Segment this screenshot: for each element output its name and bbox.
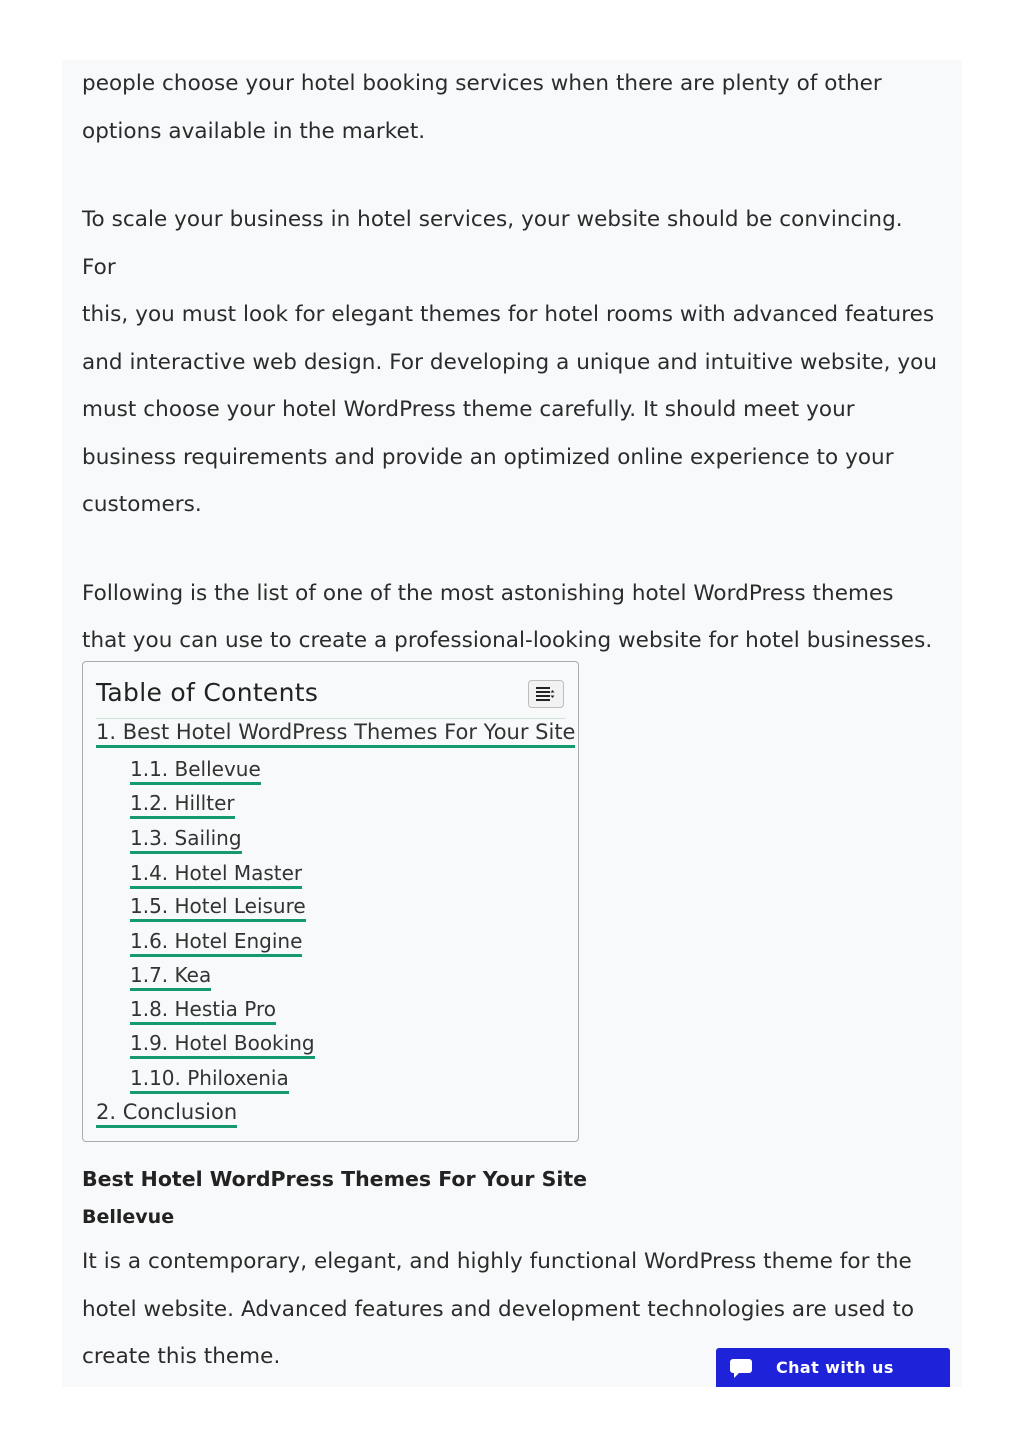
table-of-contents bbox=[82, 661, 579, 1142]
toc-divider bbox=[96, 718, 566, 719]
toc-link-bellevue[interactable]: 1.1. Bellevue bbox=[130, 757, 261, 785]
toc-link-sailing[interactable]: 1.3. Sailing bbox=[130, 826, 242, 854]
toc-link-hillter[interactable]: 1.2. Hillter bbox=[130, 791, 235, 819]
toc-link-best-themes[interactable]: 1. Best Hotel WordPress Themes For Your Site bbox=[96, 720, 575, 748]
bellevue-description: It is a contemporary, elegant, and highly functional WordPress theme for the hotel website. Advanced features and development technologies are used to create this theme. bbox=[82, 1249, 915, 1369]
toc-link-philoxenia[interactable]: 1.10. Philoxenia bbox=[130, 1066, 289, 1094]
toc-link-hotel-booking[interactable]: 1.9. Hotel Booking bbox=[130, 1031, 315, 1059]
list-toggle-icon bbox=[536, 687, 556, 701]
chat-widget-label: Chat with us bbox=[776, 1358, 894, 1377]
toc-link-kea[interactable]: 1.7. Kea bbox=[130, 963, 211, 991]
chat-bubble-icon bbox=[730, 1357, 752, 1379]
toc-link-hotel-engine[interactable]: 1.6. Hotel Engine bbox=[130, 929, 302, 957]
article-body bbox=[82, 60, 942, 665]
section-heading: Best Hotel WordPress Themes For Your Site bbox=[82, 1167, 588, 1191]
scaling-paragraph: To scale your business in hotel services, your website should be convincing. For this, you must look for elegant themes for hotel rooms with advanced features and interactive web design. For developing a unique and intuitive website, you must choose your hotel WordPress theme carefully. It should meet your business requirements and provide an optimized online experience to your customers. bbox=[82, 207, 937, 517]
toc-link-hestia-pro[interactable]: 1.8. Hestia Pro bbox=[130, 997, 276, 1025]
subsection-heading: Bellevue bbox=[82, 1206, 175, 1228]
toc-link-hotel-master[interactable]: 1.4. Hotel Master bbox=[130, 861, 302, 889]
article-page bbox=[62, 60, 962, 1387]
toc-toggle-button[interactable] bbox=[528, 680, 564, 708]
toc-link-conclusion[interactable]: 2. Conclusion bbox=[96, 1100, 237, 1128]
list-intro-paragraph: Following is the list of one of the most astonishing hotel WordPress themes that you can use to create a professional-looking website for hotel businesses. bbox=[82, 580, 933, 653]
intro-paragraph-continued: people choose your hotel booking services when there are plenty of other options available in the market. bbox=[82, 71, 882, 144]
chat-widget-button[interactable] bbox=[716, 1348, 950, 1387]
toc-link-hotel-leisure[interactable]: 1.5. Hotel Leisure bbox=[130, 894, 306, 922]
toc-title: Table of Contents bbox=[96, 678, 319, 707]
